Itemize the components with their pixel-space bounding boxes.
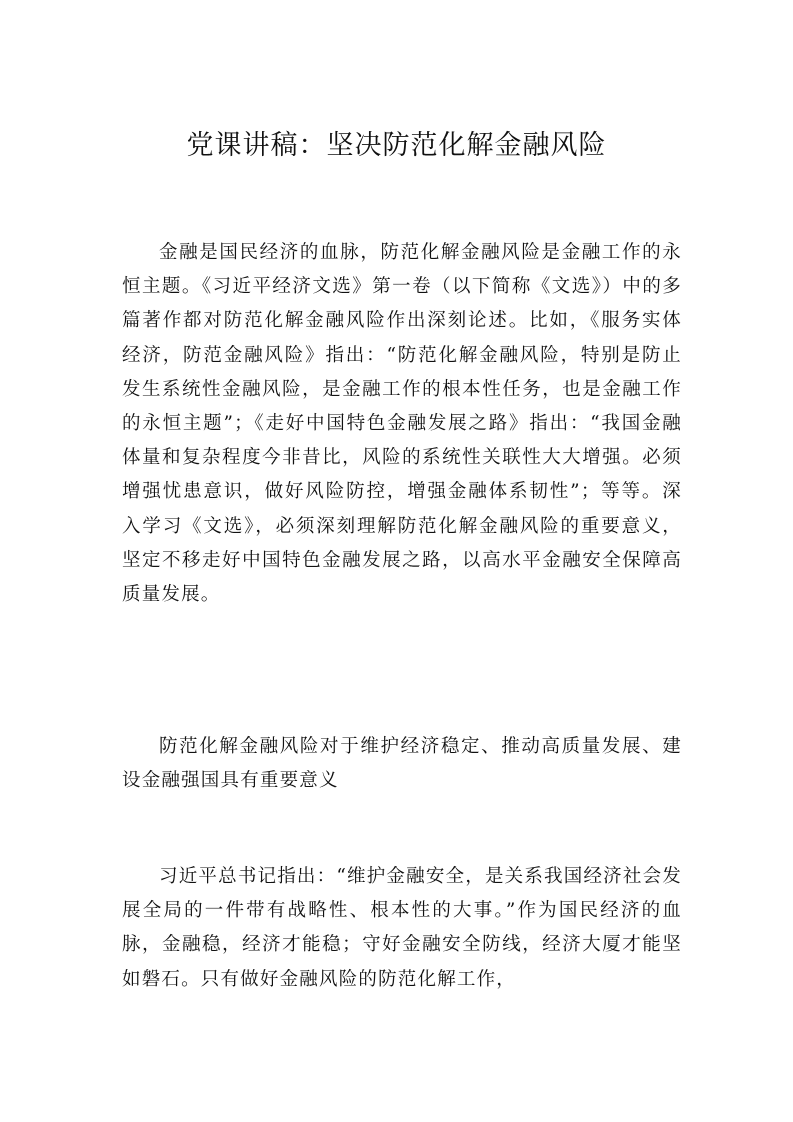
- paragraph-section-heading: 防范化解金融风险对于维护经济稳定、推动高质量发展、建设金融强国具有重要意义: [122, 736, 682, 792]
- paragraph-body: 习近平总书记指出：“维护金融安全，是关系我国经济社会发展全局的一件带有战略性、根本性的大事。”作为国民经济的血脉，金融稳，经济才能稳；守好金融安全防线，经济大厦才能坚如磐石。只有做好金融风险的防范化解工作，: [122, 866, 682, 990]
- paragraph-intro: 金融是国民经济的血脉，防范化解金融风险是金融工作的永恒主题。《习近平经济文选》第一卷（以下简称《文选》）中的多篇著作都对防范化解金融风险作出深刻论述。比如，《服务实体经济，防范金融风险》指出：“防范化解金融风险，特别是防止发生系统性金融风险，是金融工作的根本性任务，也是金融工作的永恒主题”；《走好中国特色金融发展之路》指出：“我国金融体量和复杂程度今非昔比，风险的系统性关联性大大增强。必须增强忧患意识，做好风险防控，增强金融体系韧性”；等等。深入学习《文选》，必须深刻理解防范化解金融风险的重要意义，坚定不移走好中国特色金融发展之路，以高水平金融安全保障高质量发展。: [122, 242, 682, 606]
- document-title: 党课讲稿：坚决防范化解金融风险: [186, 130, 607, 161]
